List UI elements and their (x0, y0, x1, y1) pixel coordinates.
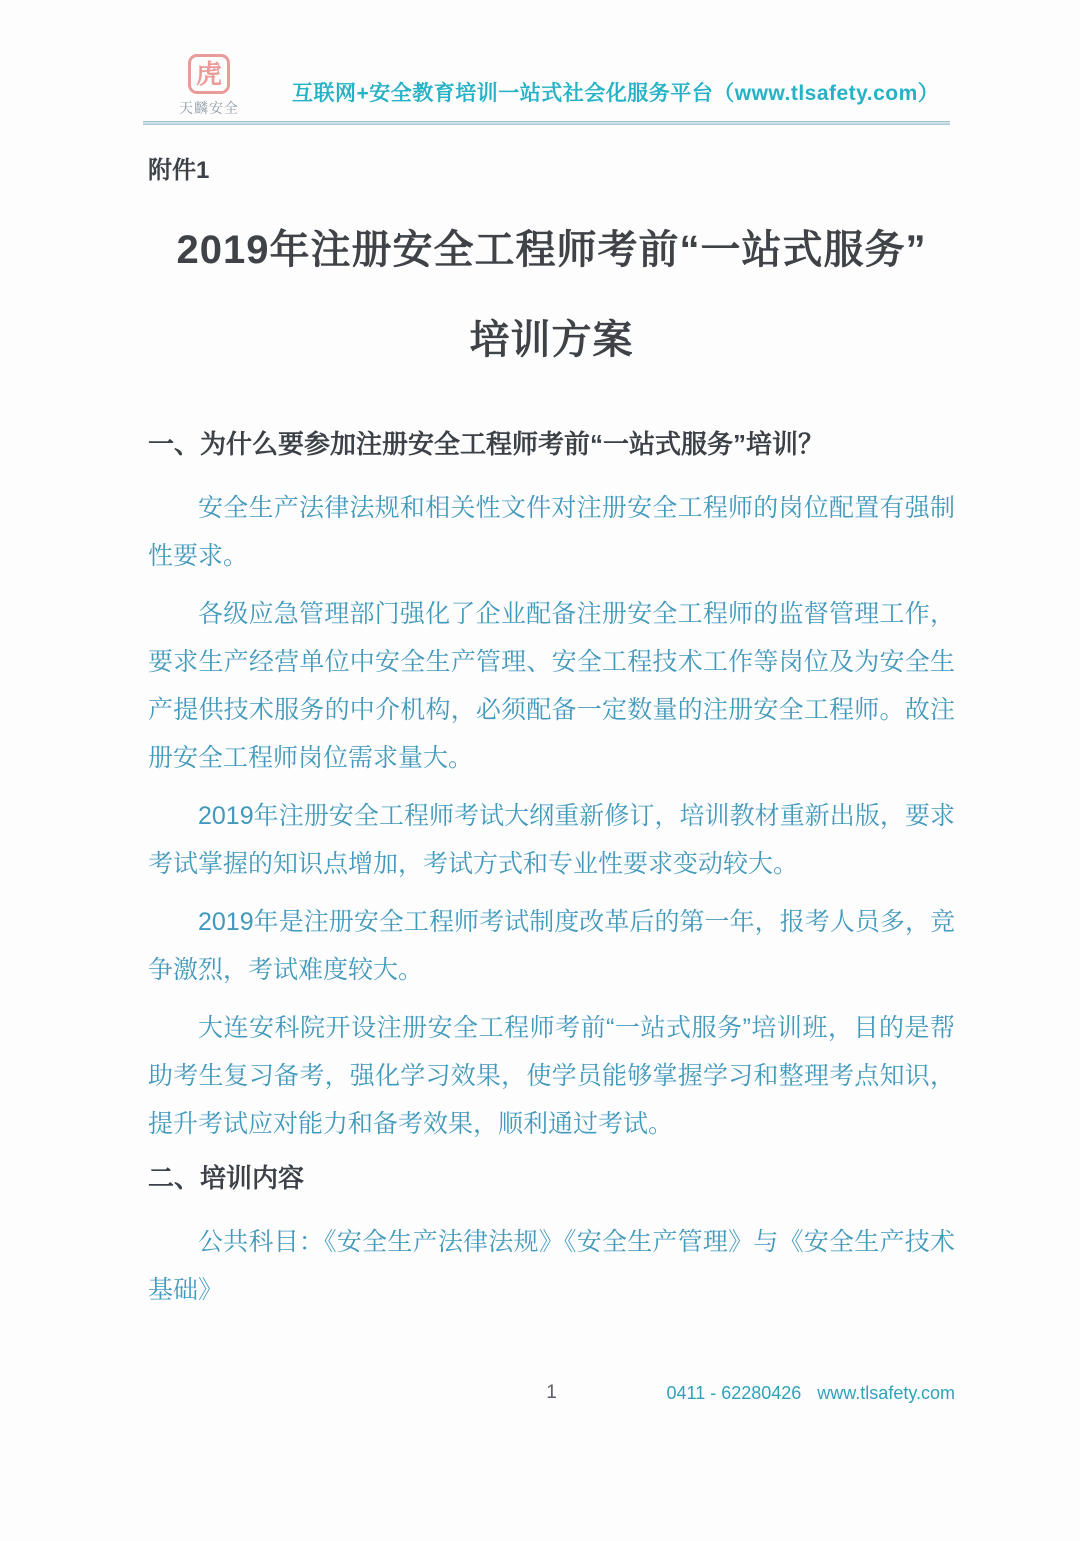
footer-contact (667, 1380, 956, 1406)
section-1-heading: 一、为什么要参加注册安全工程师考前“一站式服务”培训？ (148, 429, 825, 459)
footer-website: www.tlsafety.com (817, 1383, 955, 1403)
logo-brand-name: 天麟安全 (179, 100, 239, 116)
header (168, 54, 962, 118)
page-number: 1 (546, 1382, 557, 1403)
header-divider (143, 121, 950, 125)
paragraph: 2019年是注册安全工程师考试制度改革后的第一年，报考人员多，竞争激烈，考试难度较大。 (148, 908, 955, 984)
brand-logo (168, 54, 250, 118)
paragraph: 大连安科院开设注册安全工程师考前“一站式服务”培训班，目的是帮助考生复习备考，强化学习效果，使学员能够掌握学习和整理考点知识，提升考试应对能力和备考效果，顺利通过考试。 (148, 1014, 955, 1138)
document-title-line1: 2019年注册安全工程师考前“一站式服务” (176, 228, 927, 272)
logo-seal-icon (188, 54, 230, 94)
footer-phone: 0411 - 62280426 (666, 1383, 802, 1403)
logo-seal-char: 虎 (195, 59, 222, 89)
document-body (148, 156, 955, 1324)
section-2-heading: 二、培训内容 (148, 1163, 305, 1193)
paragraph: 各级应急管理部门强化了企业配备注册安全工程师的监督管理工作，要求生产经营单位中安全生产管理、安全工程技术工作等岗位及为安全生产提供技术服务的中介机构，必须配备一定数量的注册安全工程师。故注册安全工程师岗位需求量大。 (148, 600, 955, 772)
paragraph: 2019年注册安全工程师考试大纲重新修订，培训教材重新出版，要求考试掌握的知识点增加，考试方式和专业性要求变动较大。 (148, 802, 955, 878)
header-tagline: 互联网+安全教育培训一站式社会化服务平台（www.tlsafety.com） (292, 82, 940, 105)
paragraph: 公共科目：《安全生产法律法规》《安全生产管理》与《安全生产技术基础》 (148, 1228, 955, 1304)
attachment-label: 附件1 (148, 157, 210, 184)
paragraph: 安全生产法律法规和相关性文件对注册安全工程师的岗位配置有强制性要求。 (148, 494, 955, 570)
document-title-line2: 培训方案 (469, 318, 634, 362)
footer (148, 1380, 955, 1410)
